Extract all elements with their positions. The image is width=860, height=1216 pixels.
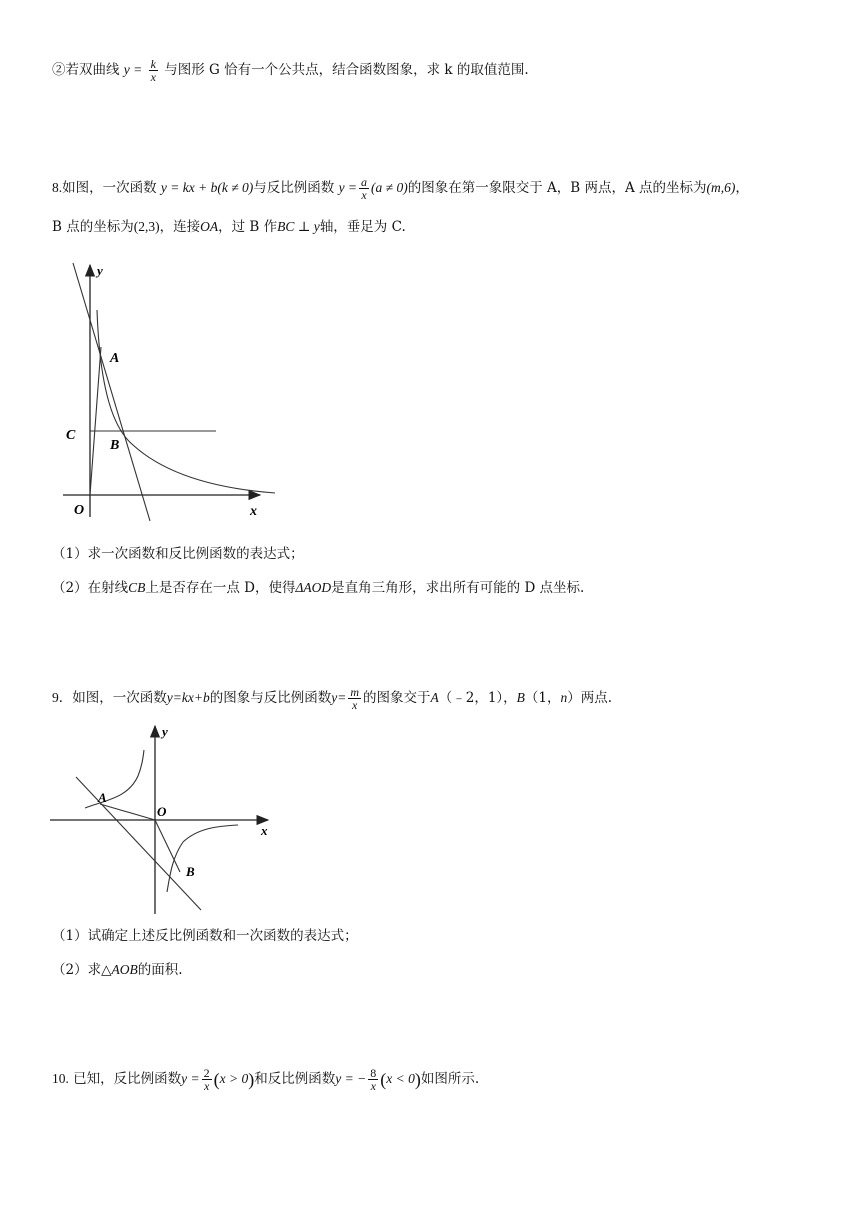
q9-frac-den: x (351, 698, 358, 712)
q8-label-b: B (110, 438, 120, 453)
q10-f2-den: x (370, 1079, 376, 1093)
q8-figure (55, 255, 280, 525)
q8-sub2 (52, 578, 584, 598)
q10-f1-den: x (203, 1079, 210, 1093)
q8-eq2-cond: (a ≠ 0) (371, 180, 408, 195)
q8-line2-a: B 点的坐标为 (52, 219, 134, 235)
q8-line1 (52, 176, 749, 201)
q9-sub2 (52, 960, 183, 980)
q9-eq2: y= (331, 690, 347, 705)
q9-hyperbola-right (167, 825, 238, 892)
q8-oa: OA (200, 219, 219, 234)
q10-eq1: y = (181, 1071, 200, 1086)
q7-part2-line (52, 58, 529, 83)
q10-text2: 和反比例函数 (254, 1071, 336, 1087)
q10-number: 10. (52, 1071, 69, 1086)
q10-line1: 10. 已知，反比例函数y = $\frac{2}{x}$ (x > 0)和反比例函数y = − $\frac{8}{x}$ (x < 0)如图所示. (52, 1066, 480, 1093)
q9-text3: 的图象交于 (362, 690, 431, 706)
q8-label-x: x (250, 504, 257, 519)
q10-eq2: y = − (335, 1071, 367, 1086)
q7-eq: y = (123, 62, 143, 77)
q8-label-y: y (97, 263, 103, 278)
q8-line2 (52, 217, 406, 237)
q10-fraction2 (368, 1067, 378, 1092)
q8-sub2-b: 上是否存在一点 D，使得 (145, 580, 296, 596)
q9-label-x: x (261, 823, 268, 838)
q8-text2: 与反比例函数 (253, 180, 335, 196)
q9-label-y: y (162, 724, 168, 739)
q7-tail: 与图形 G 恰有一个公共点，结合函数图象，求 k 的取值范围. (164, 62, 529, 78)
q8-segment-oa (90, 347, 101, 495)
q8-number: 8. (52, 180, 63, 195)
q8-label-a: A (110, 351, 120, 366)
q8-b-coord: (2,3) (133, 219, 160, 234)
q9-sub2-b: 的面积. (137, 962, 183, 978)
q8-label-o: O (74, 503, 85, 518)
q8-sub2-aod: ΔAOD (295, 580, 332, 595)
q9-label-a: A (98, 790, 107, 805)
q8-line2-b: ，连接 (159, 219, 201, 235)
q8-line2-c: ，过 B 作 (218, 219, 278, 235)
q8-text4: ， (735, 180, 749, 196)
q7-frac-num: k (150, 57, 156, 71)
q9-line1 (52, 686, 612, 711)
q9-sub2-aob: AOB (111, 962, 138, 977)
q8-bc: BC ⊥ y (277, 219, 320, 234)
q9-sub1: （1）试确定上述反比例函数和一次函数的表达式； (52, 928, 358, 944)
q10-cond1: x > 0 (219, 1071, 249, 1086)
q9-point-a-coord: （﹣2，1）， (438, 690, 517, 706)
q9-point-b-coord: （1， (524, 690, 561, 706)
q9-figure (48, 720, 280, 920)
q10-text3: 如图所示. (420, 1071, 480, 1087)
q8-text1: 如图，一次函数 (62, 180, 157, 196)
q10-f1-num: 2 (203, 1066, 210, 1080)
q8-fraction (359, 176, 369, 201)
q8-eq1: y = kx + b(k ≠ 0) (160, 180, 254, 195)
q9-number: 9． (52, 690, 73, 705)
q9-eq1: y=kx+b (166, 690, 210, 705)
q8-line2-d: 轴，垂足为 C. (319, 219, 406, 235)
q7-lead: ②若双曲线 (52, 62, 120, 78)
q10-text1: 已知，反比例函数 (73, 1071, 182, 1087)
q10-f2-num: 8 (370, 1066, 377, 1080)
q7-frac-den: x (150, 70, 156, 84)
q8-eq2: y = (338, 180, 358, 195)
q8-hyperbola (97, 310, 275, 493)
q8-sub2-c: 是直角三角形，求出所有可能的 D 点坐标. (331, 580, 585, 596)
q10-fraction1 (202, 1067, 212, 1092)
q9-segment-ob (155, 820, 180, 872)
q8-line-ab (73, 263, 150, 521)
q9-text1: 如图，一次函数 (72, 690, 167, 706)
q9-n: n (560, 690, 568, 705)
q9-label-o: O (157, 804, 167, 819)
q8-sub2-a: （2）在射线 (52, 580, 129, 596)
q9-sub2-a: （2）求△ (52, 962, 112, 978)
q9-point-a: A (430, 690, 439, 705)
q9-label-b: B (186, 864, 195, 879)
q10-cond2: x < 0 (386, 1071, 415, 1086)
q9-fraction (348, 686, 361, 711)
q8-sub2-cb: CB (128, 580, 146, 595)
q8-a-coord: (m,6) (706, 180, 736, 195)
q9-hyperbola-left (85, 750, 144, 808)
q7-fraction (149, 58, 158, 83)
q9-text4: ）两点. (567, 690, 613, 706)
q8-sub1: （1）求一次函数和反比例函数的表达式； (52, 546, 304, 562)
q9-frac-num: m (350, 685, 359, 699)
q8-frac-num: a (361, 175, 368, 189)
q8-frac-den: x (361, 188, 367, 202)
q8-label-c: C (66, 428, 76, 443)
q8-text3: 的图象在第一象限交于 A，B 两点，A 点的坐标为 (407, 180, 707, 196)
q9-text2: 的图象与反比例函数 (209, 690, 332, 706)
q9-point-b: B (516, 690, 525, 705)
